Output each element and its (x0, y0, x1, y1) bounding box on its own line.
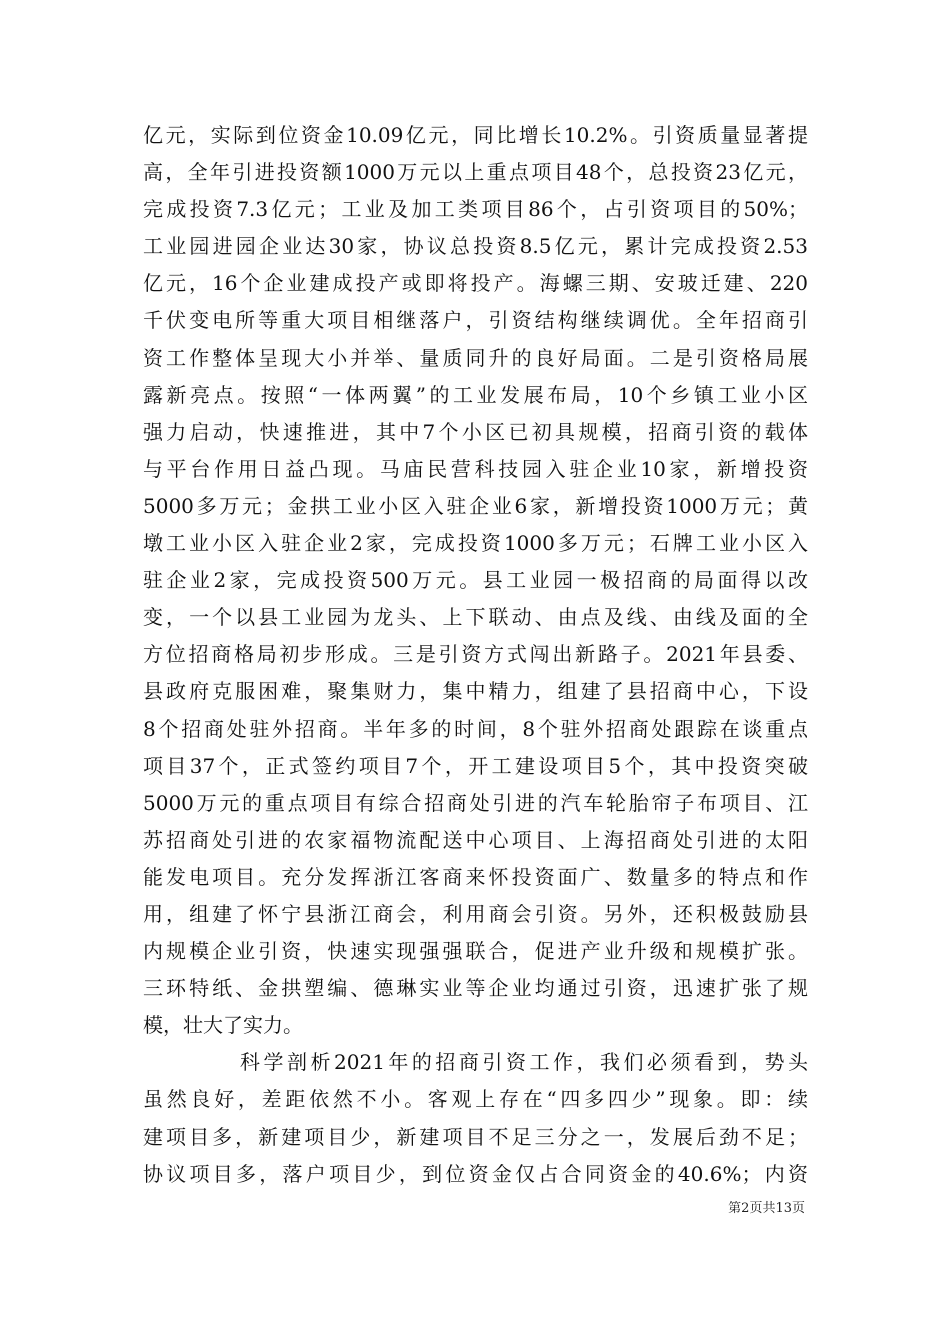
text-line: 模，壮大了实力。 (143, 1013, 303, 1038)
text-line: 建项目多，新建项目少，新建项目不足三分之一，发展后劲不足； (143, 1124, 808, 1149)
text-line: 能发电项目。充分发挥浙江客商来怀投资面广、数量多的特点和作 (143, 864, 808, 889)
text-line: 苏招商处引进的农家福物流配送中心项目、上海招商处引进的太阳 (143, 827, 808, 852)
text-line: 县政府克服困难，聚集财力，集中精力，组建了县招商中心，下设 (143, 679, 808, 704)
text-line: 8个招商处驻外招商。半年多的时间，8个驻外招商处跟踪在谈重点 (143, 716, 808, 741)
text-line: 项目37个，正式签约项目7个，开工建设项目5个，其中投资突破 (143, 753, 808, 778)
text-line: 驻企业2家，完成投资500万元。县工业园一极招商的局面得以改 (143, 568, 808, 593)
text-line: 5000多万元；金拱工业小区入驻企业6家，新增投资1000万元；黄 (143, 493, 808, 518)
text-line: 亿元，实际到位资金10.09亿元，同比增长10.2%。引资质量显著提 (143, 123, 808, 147)
text-line: 虽然良好，差距依然不小。客观上存在“四多四少”现象。即：续 (143, 1087, 808, 1112)
text-line: 完成投资7.3亿元；工业及加工类项目86个，占引资项目的50%； (143, 197, 808, 222)
text-line: 用，组建了怀宁县浙江商会，利用商会引资。另外，还积极鼓励县 (143, 901, 808, 926)
text-line: 高，全年引进投资额1000万元以上重点项目48个，总投资23亿元， (143, 160, 808, 185)
text-line: 三环特纸、金拱塑编、德琳实业等企业均通过引资，迅速扩张了规 (143, 976, 808, 1001)
text-line: 与平台作用日益凸现。马庙民营科技园入驻企业10家，新增投资 (143, 456, 808, 481)
paragraph-first-line: 科学剖析2021年的招商引资工作，我们必须看到，势头 (240, 1050, 808, 1075)
text-line: 内规模企业引资，快速实现强强联合，促进产业升级和规模扩张。 (143, 939, 808, 964)
text-line: 千伏变电所等重大项目相继落户，引资结构继续调优。全年招商引 (143, 308, 808, 333)
text-line: 方位招商格局初步形成。三是引资方式闯出新路子。2021年县委、 (143, 642, 808, 667)
text-line: 协议项目多，落户项目少，到位资金仅占合同资金的40.6%；内资 (143, 1161, 808, 1186)
body-text (143, 117, 808, 1193)
text-line: 露新亮点。按照“一体两翼”的工业发展布局，10个乡镇工业小区 (143, 382, 808, 407)
text-line: 资工作整体呈现大小并举、量质同升的良好局面。二是引资格局展 (143, 345, 808, 370)
text-line: 墩工业小区入驻企业2家，完成投资1000多万元；石牌工业小区入 (143, 531, 808, 556)
text-line: 变，一个以县工业园为龙头、上下联动、由点及线、由线及面的全 (143, 605, 808, 630)
text-line: 5000万元的重点项目有综合招商处引进的汽车轮胎帘子布项目、江 (143, 790, 808, 815)
text-line: 工业园进园企业达30家，协议总投资8.5亿元，累计完成投资2.53 (143, 234, 808, 259)
text-line: 强力启动，快速推进，其中7个小区已初具规模，招商引资的载体 (143, 419, 808, 444)
text-line: 亿元，16个企业建成投产或即将投产。海螺三期、安玻迁建、220 (143, 271, 808, 296)
page-number-footer: 第2页共13页 (728, 1201, 805, 1216)
